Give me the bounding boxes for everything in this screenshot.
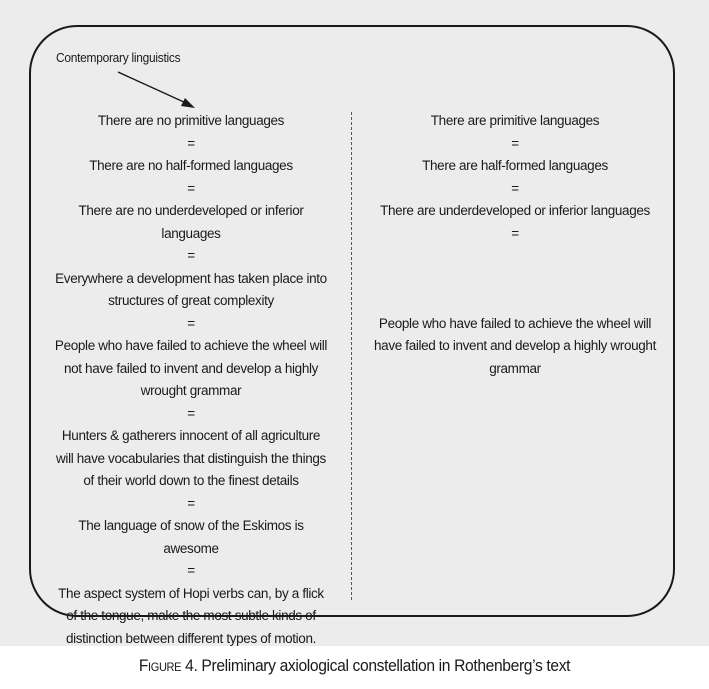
right-statement-4: People who have failed to achieve the wheel will have failed to invent and develop a highly wrought grammar <box>374 315 656 376</box>
left-statement-8: The aspect system of Hopi verbs can, by a flick of the tongue, make the most subtle kinds of distinction between different types of motion. <box>58 585 324 646</box>
right-statement-3: There are underdeveloped or inferior languages <box>380 203 650 218</box>
left-statement-2: There are no half-formed languages <box>89 158 293 173</box>
left-statement-1: There are no primitive languages <box>97 113 285 128</box>
equals-sign: = <box>511 135 519 151</box>
equals-sign: = <box>187 405 195 421</box>
equals-sign: = <box>187 495 195 511</box>
right-statement-1: There are primitive languages <box>430 113 600 128</box>
left-statement-4: Everywhere a development has taken place into structures of great complexity <box>55 270 327 308</box>
caption-prefix: Figure <box>138 656 182 675</box>
left-statement-6: Hunters & gatherers innocent of all agriculture will have vocabularies that distinguish the things of their world down to the finest details <box>56 428 326 488</box>
left-statement-3: There are no underdeveloped or inferior languages <box>78 203 304 241</box>
equals-sign: = <box>187 315 195 331</box>
equals-sign: = <box>511 180 519 196</box>
equals-sign: = <box>187 248 195 263</box>
caption-text: 4. Preliminary axiological constellation in Rothenberg’s text <box>181 656 571 675</box>
left-statement-7: The language of snow of the Eskimos is awesome <box>78 518 304 556</box>
right-statement-2: There are half-formed languages <box>422 158 608 173</box>
column-gap <box>372 245 658 313</box>
contemporary-linguistics-label: Contemporary linguistics <box>56 50 181 65</box>
right-column <box>372 110 658 380</box>
equals-sign: = <box>187 563 195 578</box>
figure-caption <box>28 656 680 676</box>
equals-sign: = <box>187 180 195 196</box>
column-divider <box>351 112 352 600</box>
equals-sign: = <box>511 225 519 241</box>
left-column <box>52 110 330 650</box>
left-statement-5: People who have failed to achieve the wheel will not have failed to invent and develop a highly wrought grammar <box>54 338 328 398</box>
equals-sign: = <box>187 135 195 151</box>
